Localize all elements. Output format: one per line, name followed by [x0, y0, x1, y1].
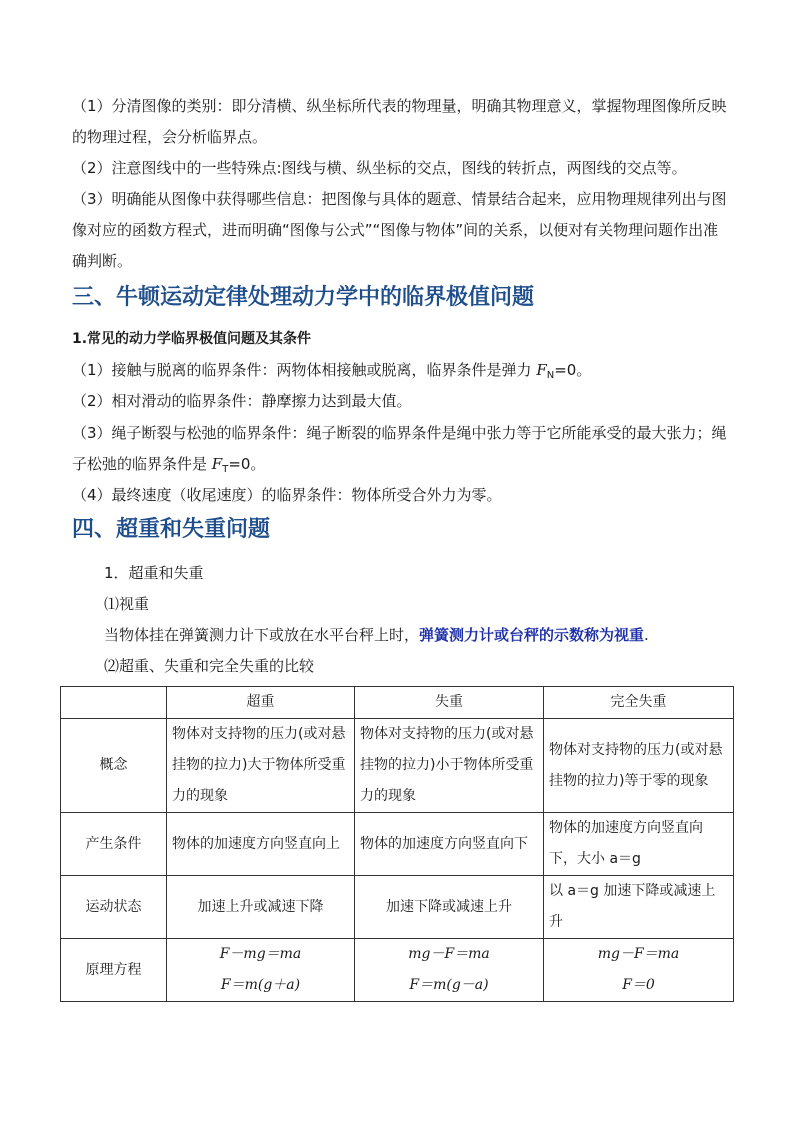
row-label: 产生条件	[61, 813, 167, 876]
row-label: 原理方程	[61, 939, 167, 1002]
condition-rope-tail: =0。	[228, 455, 266, 473]
paragraph-special-points: （2）注意图线中的一些特殊点:图线与横、纵坐标的交点，图线的转折点，两图线的交点等。	[72, 159, 687, 177]
table-cell: 物体对支持物的压力(或对悬挂物的拉力)等于零的现象	[544, 719, 734, 813]
table-cell: 以 a＝g 加速下降或减速上升	[544, 876, 734, 939]
table-cell: 物体的加速度方向竖直向下，大小 a＝g	[544, 813, 734, 876]
equation: F＝m(g＋a)	[220, 977, 301, 993]
definition-suffix: .	[644, 626, 649, 644]
definition-prefix: 当物体挂在弹簧测力计下或放在水平台秤上时，	[104, 626, 420, 644]
table-cell: 物体对支持物的压力(或对悬挂物的拉力)小于物体所受重力的现象	[355, 719, 544, 813]
condition-relative-sliding: （2）相对滑动的临界条件：静摩擦力达到最大值。	[72, 392, 412, 410]
equation: F－mg＝ma	[219, 946, 302, 962]
subsection-title-critical-conditions: 1.常见的动力学临界极值问题及其条件	[72, 331, 312, 347]
equation-cell	[544, 939, 734, 1002]
paragraph-graph-info: （3）明确能从图像中获得哪些信息：把图像与具体的题意、情景结合起来，应用物理规律列出与图像对应的函数方程式，进而明确“图像与公式”“图像与物体”间的关系，以便对有关物理问题作出准确判断。	[72, 190, 727, 270]
definition-apparent-weight	[104, 620, 734, 651]
table-cell: 加速上升或减速下降	[167, 876, 355, 939]
table-header-row	[61, 687, 734, 719]
table-row	[61, 876, 734, 939]
equation-cell	[355, 939, 544, 1002]
condition-rope-text: （3）绳子断裂与松弛的临界条件：绳子断裂的临界条件是绳中张力等于它所能承受的最大张力；绳子松弛的临界条件是	[72, 424, 727, 473]
row-label: 概念	[61, 719, 167, 813]
equation: F＝0	[622, 977, 655, 993]
equation: mg－F＝ma	[408, 946, 490, 962]
equation-cell	[167, 939, 355, 1002]
force-symbol-f: F	[536, 361, 547, 379]
section-title-critical-problems: 三、牛顿运动定律处理动力学中的临界极值问题	[72, 285, 535, 310]
table-row	[61, 813, 734, 876]
table-row	[61, 719, 734, 813]
item-apparent-weight: ⑴视重	[104, 595, 150, 613]
table-cell: 物体对支持物的压力(或对悬挂物的拉力)大于物体所受重力的现象	[167, 719, 355, 813]
condition-contact-text: （1）接触与脱离的临界条件：两物体相接触或脱离，临界条件是弹力	[72, 361, 537, 379]
table-cell: 加速下降或减速上升	[355, 876, 544, 939]
paragraph-graph-type: （1）分清图像的类别：即分清横、纵坐标所代表的物理量，明确其物理意义，掌握物理图像所反映的物理过程，会分析临界点。	[72, 97, 727, 146]
item-overweight-weightless: 1．超重和失重	[104, 564, 204, 582]
table-row	[61, 939, 734, 1002]
table-header-cell: 完全失重	[544, 687, 734, 719]
comparison-table	[60, 686, 734, 1002]
condition-rope	[72, 418, 732, 485]
equation: mg－F＝ma	[597, 946, 680, 962]
table-header-cell	[61, 687, 167, 719]
subscript-n: N	[546, 370, 555, 381]
table-header-cell: 超重	[167, 687, 355, 719]
table-cell: 物体的加速度方向竖直向上	[167, 813, 355, 876]
table-cell: 物体的加速度方向竖直向下	[355, 813, 544, 876]
force-symbol-f: F	[211, 455, 223, 473]
definition-highlight: 弹簧测力计或台秤的示数称为视重	[419, 626, 645, 644]
condition-contact-tail: =0。	[554, 361, 592, 379]
row-label: 运动状态	[61, 876, 167, 939]
condition-terminal-velocity: （4）最终速度（收尾速度）的临界条件：物体所受合外力为零。	[72, 486, 502, 504]
equation: F＝m(g－a)	[409, 977, 489, 993]
subscript-t: T	[222, 464, 229, 475]
table-header-cell: 失重	[355, 687, 544, 719]
item-comparison: ⑵超重、失重和完全失重的比较	[104, 657, 315, 675]
section-title-overweight: 四、超重和失重问题	[72, 517, 271, 542]
